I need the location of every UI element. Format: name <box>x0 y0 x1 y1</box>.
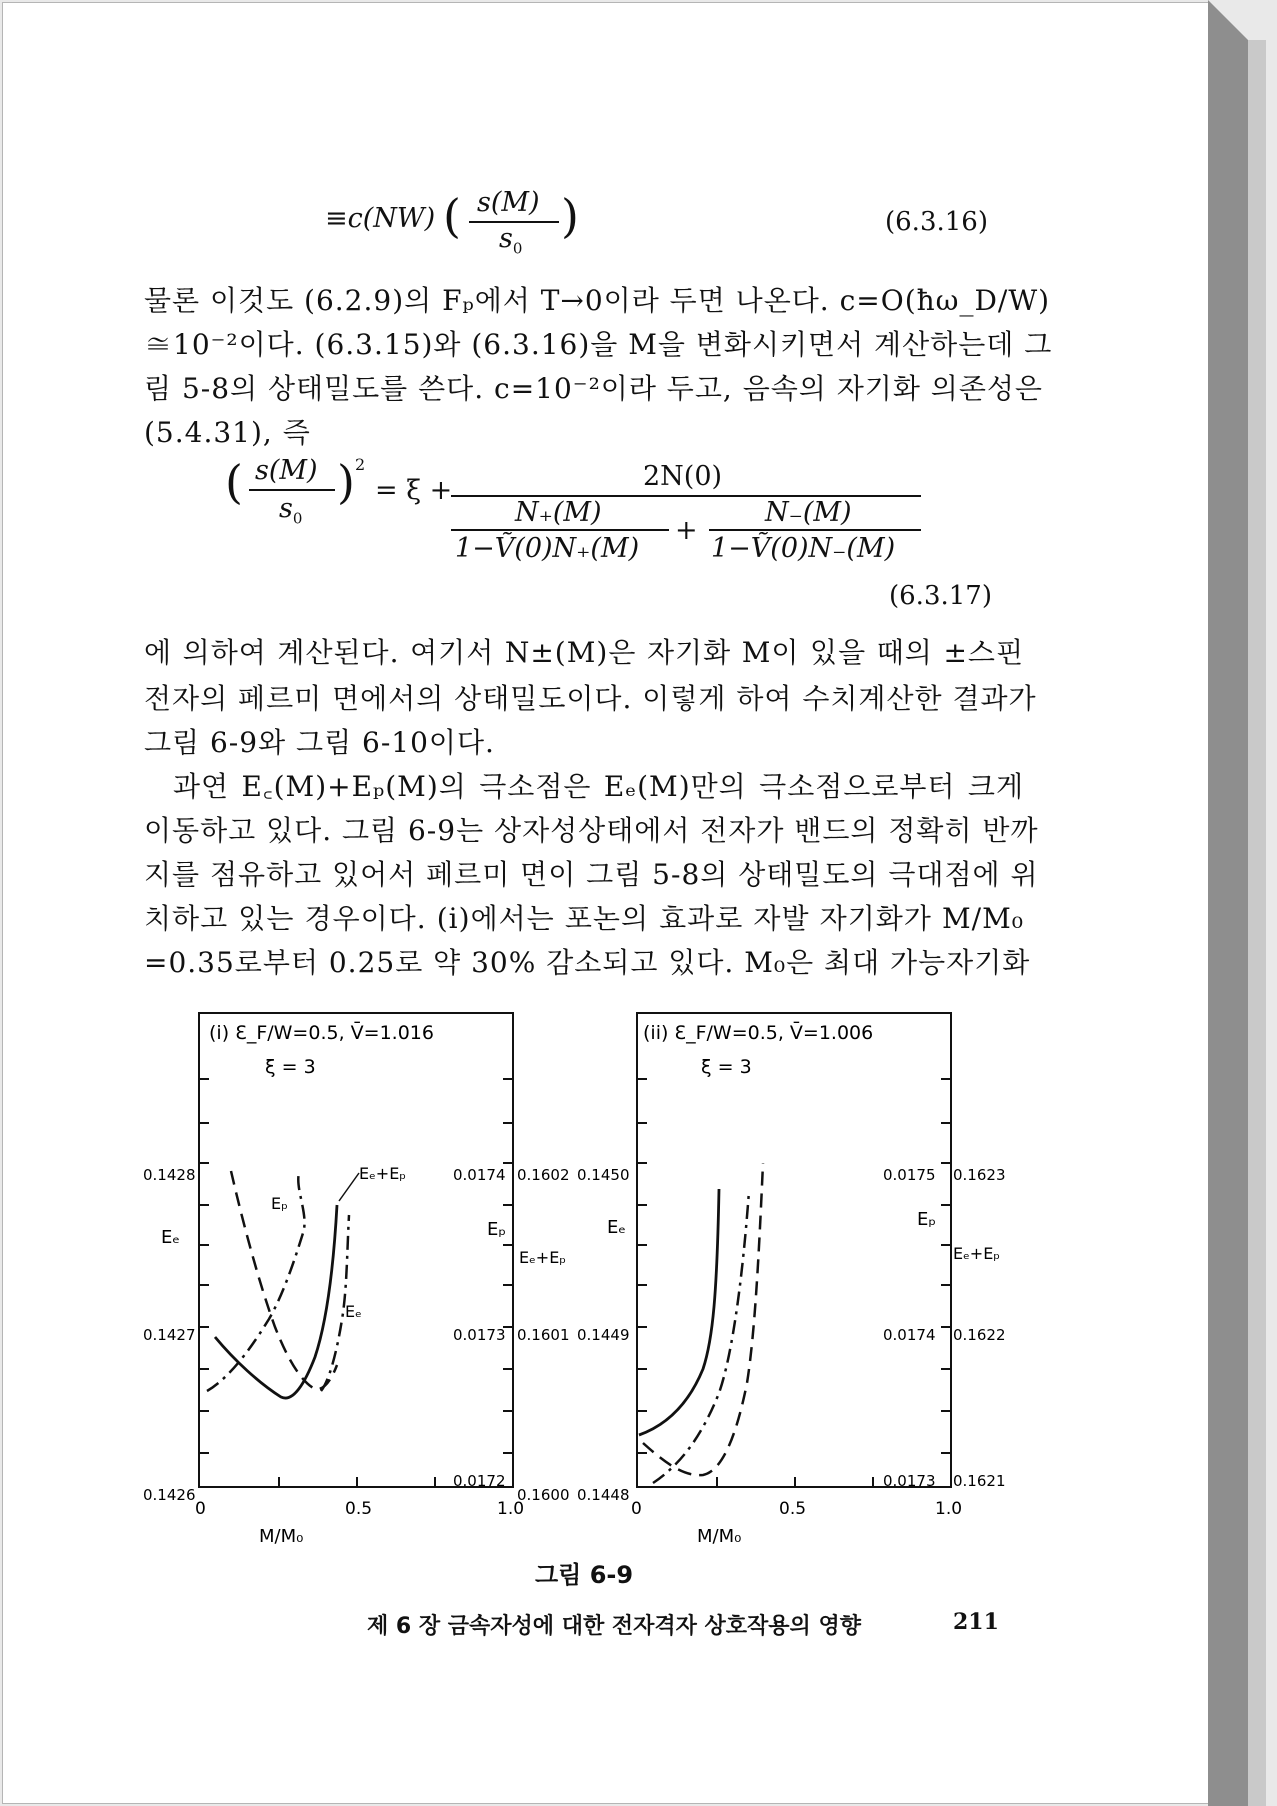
panel-i-left-tick-1: 0.1428 <box>143 1166 196 1184</box>
eq17-term2-bar <box>709 529 921 531</box>
panel-ii-x-tick-2: 1.0 <box>935 1499 963 1519</box>
p3-line-2: 이동하고 있다. 그림 6-9는 상자성상태에서 전자가 밴드의 정확히 반까 <box>144 814 1039 847</box>
eq16-denominator: $s_0$ <box>499 223 523 258</box>
panel-ii-right-tick-1: 0.0175 <box>883 1166 936 1184</box>
panel-ii-right2-tick-1: 0.1623 <box>953 1166 1006 1184</box>
panel-ii-x-tick-1: 0.5 <box>779 1499 807 1519</box>
panel-ii-curve-solid <box>639 1189 719 1435</box>
panel-ii-ticks <box>637 1079 951 1487</box>
p3-line-3: 지를 점유하고 있어서 페르미 면이 그림 5-8의 상태밀도의 극대점에 위 <box>144 858 1039 891</box>
eq16-number: (6.3.16) <box>885 207 988 237</box>
eq17-left-paren: ( <box>225 455 243 509</box>
panel-i-right-axis-label-1: Eₚ <box>487 1219 507 1240</box>
panel-i-curve-label-sum: Eₑ+Eₚ <box>359 1164 407 1183</box>
panel-i-left-ticks <box>199 1079 513 1487</box>
panel-i-xi: ξ = 3 <box>265 1056 316 1078</box>
eq17-term2-denominator: 1−Ṽ(0)N₋(M) <box>711 533 896 564</box>
p3-line-1: 과연 E꜀(M)+Eₚ(M)의 극소점은 Eₑ(M)만의 극소점으로부터 크게 <box>173 770 1024 803</box>
panel-ii-right-axis-label-1: Eₚ <box>917 1209 937 1230</box>
eq17-term1-numerator: N₊(M) <box>515 497 602 528</box>
panel-i-left-axis-label: Eₑ <box>161 1227 180 1248</box>
panel-ii-right-tick-2: 0.0174 <box>883 1326 936 1344</box>
panel-ii-left-tick-2: 0.1449 <box>577 1326 630 1344</box>
eq17-right-paren: ) <box>337 455 355 509</box>
p2-line-2: 전자의 페르미 면에서의 상태밀도이다. 이렇게 하여 수치계산한 결과가 <box>144 682 1037 715</box>
panel-i-right-tick-2: 0.0173 <box>453 1326 506 1344</box>
panel-i-right-axis-label-2: Eₑ+Eₚ <box>519 1248 567 1267</box>
panel-i-x-label: M/M₀ <box>259 1526 304 1547</box>
panel-i-right2-tick-2: 0.1601 <box>517 1326 570 1344</box>
eq17-term2-numerator: N₋(M) <box>765 497 852 528</box>
p1-line-2: ≅10⁻²이다. (6.3.15)와 (6.3.16)을 M을 변화시키면서 계산하는데 그 <box>144 328 1053 361</box>
panel-ii-left-tick-3: 0.1448 <box>577 1486 630 1504</box>
panel-i-right-tick-3: 0.0172 <box>453 1472 506 1490</box>
panel-i-frame <box>199 1013 513 1487</box>
p2-line-1: 에 의하여 계산된다. 여기서 N±(M)은 자기화 M이 있을 때의 ±스핀 <box>144 636 1024 669</box>
eq17-equals-xi: = ξ + <box>375 475 453 506</box>
panel-i-right-tick-1: 0.0174 <box>453 1166 506 1184</box>
eq17-plus: + <box>675 515 698 546</box>
panel-ii-left-tick-1: 0.1450 <box>577 1166 630 1184</box>
panel-ii-frame <box>637 1013 951 1487</box>
panel-i-x-tick-2: 1.0 <box>497 1499 525 1519</box>
panel-i-label: (i) Ɛ_F/W=0.5, V̄=1.016 <box>209 1022 434 1044</box>
eq17-number: (6.3.17) <box>889 581 992 611</box>
p2-line-3: 그림 6-9와 그림 6-10이다. <box>144 726 495 759</box>
panel-ii-curve-dashdot <box>653 1191 749 1483</box>
panel-ii-label: (ii) Ɛ_F/W=0.5, V̄=1.006 <box>643 1022 874 1044</box>
p3-line-5: =0.35로부터 0.25로 약 30% 감소되고 있다. M₀은 최대 가능자기화 <box>144 946 1031 979</box>
panel-ii <box>577 1013 1006 1547</box>
p1-line-1: 물론 이것도 (6.2.9)의 Fₚ에서 T→0이라 두면 나온다. c=O(ħω_D/W) <box>144 284 1051 317</box>
panel-ii-right-tick-3: 0.0173 <box>883 1472 936 1490</box>
panel-i-curve-ee <box>207 1173 305 1391</box>
figure-caption: 그림 6-9 <box>535 1561 634 1589</box>
eq17-term1-bar <box>451 529 669 531</box>
page-stack-edge <box>1208 0 1268 1806</box>
eq16-lhs: ≡c(NW) <box>325 203 436 234</box>
eq16-left-paren: ( <box>443 189 461 243</box>
panel-ii-x-label: M/M₀ <box>697 1526 742 1547</box>
panel-ii-right2-tick-2: 0.1622 <box>953 1326 1006 1344</box>
eq17-big-numerator: 2N(0) <box>643 461 723 492</box>
chapter-footer: 제 6 장 금속자성에 대한 전자격자 상호작용의 영향 <box>367 1614 861 1639</box>
panel-i-right2-tick-1: 0.1602 <box>517 1166 570 1184</box>
panel-i-sum-label-leader <box>339 1173 359 1201</box>
panel-i <box>143 1013 570 1547</box>
panel-i-left-tick-3: 0.1426 <box>143 1486 196 1504</box>
eq17-term1-denominator: 1−Ṽ(0)N₊(M) <box>455 533 640 564</box>
panel-i-x-tick-1: 0.5 <box>345 1499 373 1519</box>
p1-line-3: 림 5-8의 상태밀도를 쓴다. c=10⁻²이라 두고, 음속의 자기화 의존성은 <box>144 372 1043 405</box>
p1-line-4: (5.4.31), 즉 <box>144 416 311 449</box>
eq17-lhs-numerator: s(M) <box>255 455 318 486</box>
panel-i-x-tick-0: 0 <box>195 1499 206 1519</box>
eq16-right-paren: ) <box>561 189 579 243</box>
panel-ii-right2-tick-3: 0.1621 <box>953 1472 1006 1490</box>
book-page <box>2 2 1209 1804</box>
eq17-lhs-denominator: $s_0$ <box>279 493 303 528</box>
panel-ii-x-tick-0: 0 <box>631 1499 642 1519</box>
eq17-lhs-fraction-bar <box>249 489 335 491</box>
panel-i-curve-label-ep: Eₚ <box>271 1194 288 1213</box>
panel-ii-left-axis-label: Eₑ <box>607 1217 626 1238</box>
panel-i-right2-tick-3: 0.1600 <box>517 1486 570 1504</box>
panel-ii-right-axis-label-2: Eₑ+Eₚ <box>953 1244 1001 1263</box>
panel-i-left-tick-2: 0.1427 <box>143 1326 196 1344</box>
panel-ii-xi: ξ = 3 <box>701 1056 752 1078</box>
page-number: 211 <box>953 1609 999 1635</box>
eq17-power: 2 <box>355 455 366 474</box>
p3-line-4: 치하고 있는 경우이다. (i)에서는 포논의 효과로 자발 자기화가 M/M₀ <box>144 902 1024 935</box>
eq16-numerator: s(M) <box>477 187 540 218</box>
panel-ii-curve-dashed <box>643 1163 763 1475</box>
figure-6-9 <box>3 993 1208 1553</box>
panel-i-curve-label-ee: Eₑ <box>345 1302 362 1321</box>
